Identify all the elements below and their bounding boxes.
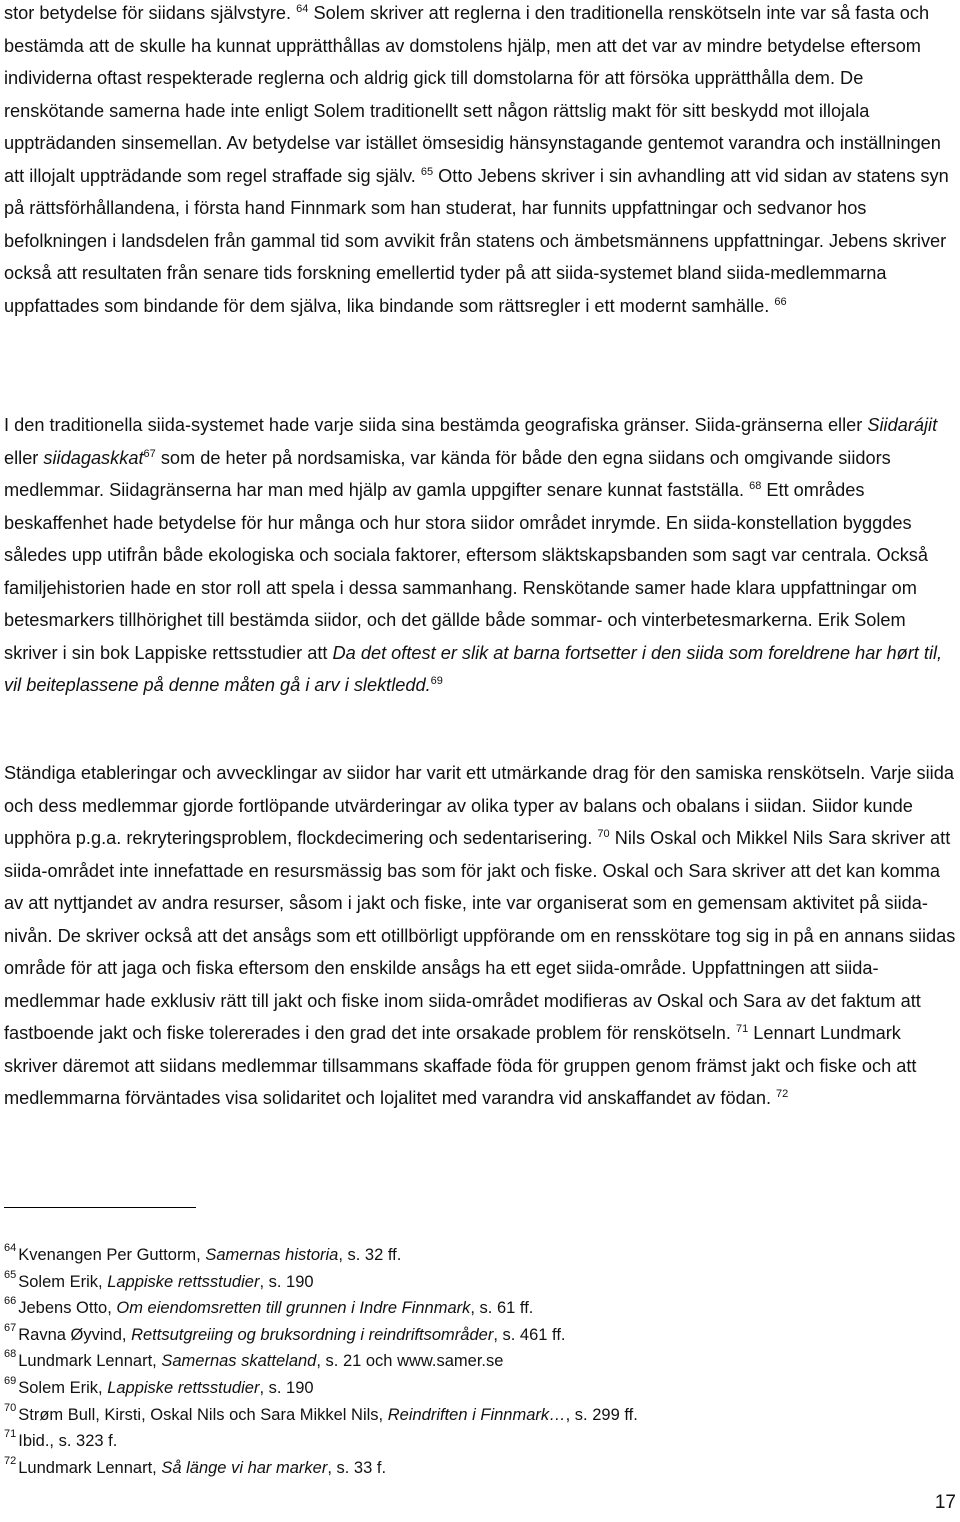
footnote-reference: 72 bbox=[776, 1088, 789, 1100]
footnote bbox=[4, 1375, 944, 1402]
footnote-number: 69 bbox=[4, 1374, 17, 1387]
footnote-author: Ibid., s. 323 f. bbox=[18, 1432, 118, 1451]
footnote-title: Samernas skatteland bbox=[161, 1352, 317, 1371]
footnote bbox=[4, 1455, 944, 1482]
footnote-number: 72 bbox=[4, 1454, 17, 1467]
footnote-number: 68 bbox=[4, 1348, 17, 1361]
footnote-author: Kvenangen Per Guttorm, bbox=[18, 1246, 206, 1264]
footnote-author: Strøm Bull, Kirsti, Oskal Nils och Sara Mikkel Nils, bbox=[18, 1405, 388, 1424]
italic-text: Siidarájit bbox=[867, 415, 938, 435]
footnote-title: Om eiendomsretten till grunnen i Indre Finnmark bbox=[116, 1299, 471, 1318]
text-run: I den traditionella siida-systemet hade varje siida sina bestämda geografiska gränser. Siida-gränserna eller bbox=[4, 415, 868, 435]
footnote-title: Så länge vi har marker bbox=[161, 1458, 328, 1477]
body-paragraph-3 bbox=[4, 757, 956, 1115]
text-run: Ett områdes beskaffenhet hade betydelse för hur många och hur stora siidor området inrymde. En siida-konstellation byggdes således upp utifrån både ekologiska och sociala faktorer, eftersom släktskapsbanden som sagt var centrala. Också familjehistorien hade en stor roll att spela i dessa sammanhang. Renskötande samer hade klara uppfattningar om betesmarkers tillhörighet till bestämda siidor, och det gällde både sommar- och vinterbetesmarkerna. Erik Solem skriver i sin bok Lappiske rettsstudier att bbox=[4, 480, 929, 663]
footnote-title: Rettsutgreiing og bruksordning i reindriftsområder bbox=[131, 1325, 494, 1344]
footnote-number: 66 bbox=[4, 1295, 17, 1308]
footnote-author: Solem Erik, bbox=[18, 1272, 108, 1291]
footnote-separator bbox=[4, 1207, 196, 1208]
footnote-number: 65 bbox=[4, 1268, 17, 1281]
footnote-pages: , s. 61 ff. bbox=[470, 1299, 534, 1318]
footnote-reference: 71 bbox=[735, 1023, 749, 1035]
footnote bbox=[4, 1428, 944, 1455]
page-number: 17 bbox=[934, 1492, 956, 1513]
footnote-reference: 65 bbox=[420, 165, 434, 178]
text-run: Otto Jebens skriver i sin avhandling att vid sidan av statens syn på rättsförhållandena, i första hand Finnmark som han studerat, har funnits uppfattningar och sedvanor hos befolkningen i landsdelen från gammal tid som avvikit från statens och ämbetsmännens uppfattningar. Jebens skriver också att resultaten från senare tids forskning emellertid tyder på att siida-systemet bland siida-medlemmarna uppfattades som bindande för dem själva, lika bindande som rättsregler i ett modernt samhälle. bbox=[4, 165, 949, 316]
footnote-pages: , s. 190 bbox=[259, 1272, 314, 1291]
footnote-number: 70 bbox=[4, 1401, 17, 1414]
footnote-author: Lundmark Lennart, bbox=[18, 1352, 162, 1371]
text-run: Solem skriver att reglerna i den traditionella renskötseln inte var så fasta och bestämda att de skulle ha kunnat upprätthållas av domstolens hjälp, men att det var av mindre betydelse eftersom individerna oftast respekterade reglerna och aldrig gick till domstolarna för att försöka upprätthålla dem. De renskötande samerna hade inte enligt Solem traditionellt sett någon rättslig makt för sitt beskydd mot illojala uppträdanden sinsemellan. Av betydelse var istället ömsesidig hänsynstagande gentemot varandra och inställningen att illojalt uppträdande som regel straffade sig själv. bbox=[4, 3, 941, 186]
italic-text: Da det oftest er slik at barna fortsetter i den siida som foreldrene har hørt til, vil beiteplassene på denne måten gå i arv i slektledd. bbox=[4, 642, 943, 695]
text-run: Nils Oskal och Mikkel Nils Sara skriver att siida-området inte innefattade en resursmässig bas som för jakt och fiske. Oskal och Sara skriver att det kan komma av att nyttjandet av andra resurser, såsom i jakt och fiske, inte var organiserat som en gemensam aktivitet på siida-nivån. De skriver också att det ansågs som ett otillbörligt uppförande om en rensskötare tog sig in på en annans siidas område för att jaga och fiska eftersom den enskilde ansågs ha ett eget siida-område. Uppfattningen att siida-medlemmar hade exklusiv rätt till jakt och fiske inom siida-området modifieras av Oskal och Sara av det faktum att fastboende jakt och fiske tolererades i den grad det inte orsakade problem för renskötseln. bbox=[4, 828, 956, 1043]
footnote bbox=[4, 1295, 944, 1322]
italic-text: siidagaskkat bbox=[43, 447, 144, 468]
text-run: som de heter på nordsamiska, var kända för både den egna siidans och omgivande siidors medlemmar. Siidagränserna har man med hjälp av gamla uppgifter senare kunnat fastställa. bbox=[4, 447, 891, 500]
footnote-pages: , s. 461 ff. bbox=[493, 1325, 566, 1344]
footnote-author: Lundmark Lennart, bbox=[18, 1458, 162, 1477]
body-paragraph-1 bbox=[4, 0, 956, 322]
footnote-pages: , s. 21 och www.samer.se bbox=[316, 1352, 504, 1371]
footnote bbox=[4, 1242, 944, 1269]
body-paragraph-2 bbox=[4, 409, 956, 702]
text-run: stor betydelse för siidans självstyre. bbox=[4, 3, 297, 23]
footnote-author: Ravna Øyvind, bbox=[18, 1325, 132, 1344]
footnote-title: Samernas historia bbox=[205, 1246, 339, 1264]
text-run: Ständiga etableringar och avvecklingar av siidor har varit ett utmärkande drag för den samiska renskötseln. Varje siida och dess medlemmar gjorde fortlöpande utvärderingar av olika typer av balans och obalans i siidan. Siidor kunde upphöra p.g.a. rekryteringsproblem, flockdecimering och sedentarisering. bbox=[4, 763, 954, 848]
footnote-title: Lappiske rettsstudier bbox=[107, 1378, 260, 1397]
footnote-pages: , s. 32 ff. bbox=[338, 1246, 402, 1264]
footnote-author: Jebens Otto, bbox=[18, 1299, 117, 1318]
footnote-reference: 67 bbox=[143, 447, 156, 460]
footnote bbox=[4, 1348, 944, 1375]
footnote-reference: 66 bbox=[774, 295, 787, 308]
footnote-pages: , s. 190 bbox=[259, 1378, 314, 1397]
text-run: Lennart Lundmark skriver däremot att siidans medlemmar tillsammans skaffade föda för gruppen genom främst jakt och fiske och att medlemmarna förväntades visa solidaritet och lojalitet med varandra vid anskaffandet av födan. bbox=[4, 1023, 917, 1108]
footnote-title: Reindriften i Finnmark… bbox=[387, 1405, 566, 1424]
footnote bbox=[4, 1322, 944, 1349]
footnote-reference: 69 bbox=[430, 675, 443, 687]
footnote-number: 67 bbox=[4, 1321, 17, 1334]
footnote bbox=[4, 1402, 944, 1429]
footnote-author: Solem Erik, bbox=[18, 1378, 108, 1397]
text-run: eller bbox=[4, 447, 44, 468]
footnote-reference: 70 bbox=[597, 828, 610, 840]
footnote-pages: , s. 33 f. bbox=[327, 1458, 387, 1477]
footnote-number: 64 bbox=[4, 1242, 17, 1254]
footnote bbox=[4, 1269, 944, 1296]
footnote-reference: 64 bbox=[296, 3, 309, 15]
footnote-pages: , s. 299 ff. bbox=[565, 1405, 638, 1424]
footnote-reference: 68 bbox=[749, 480, 762, 492]
footnote-title: Lappiske rettsstudier bbox=[107, 1272, 260, 1291]
footnote-list bbox=[4, 1242, 944, 1481]
footnote-number: 71 bbox=[4, 1428, 17, 1441]
